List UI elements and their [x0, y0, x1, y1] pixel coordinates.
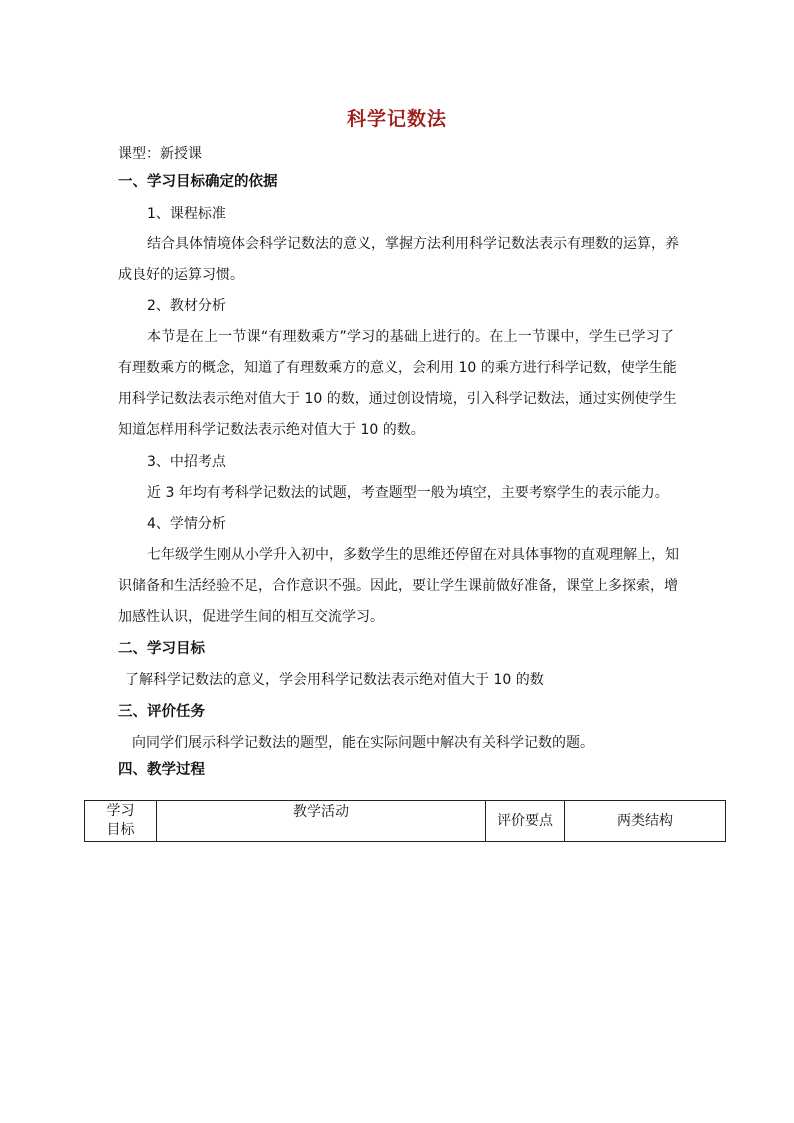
section-heading-process: 四、教学过程: [118, 762, 205, 778]
section-heading-basis: 一、学习目标确定的依据: [118, 174, 278, 190]
paragraph-line: 近 3 年均有考科学记数法的试题，考查题型一般为填空，主要考察学生的表示能力。: [147, 485, 669, 501]
section-heading-assessment: 三、评价任务: [118, 704, 205, 720]
table-header-row: [85, 801, 726, 842]
paragraph-line: 有理数乘方的概念，知道了有理数乘方的意义，会利用 10 的乘方进行科学记数，使学生能: [118, 360, 677, 376]
paragraph-line: 识储备和生活经验不足，合作意识不强。因此，要让学生课前做好准备，课堂上多探索，增: [118, 578, 678, 594]
teaching-process-table: [84, 800, 726, 842]
section-heading-goals: 二、学习目标: [118, 641, 205, 657]
header-teaching-activities: 教学活动: [157, 801, 486, 842]
paragraph-line: 本节是在上一节课“有理数乘方”学习的基础上进行的。在上一节课中，学生已学习了: [147, 329, 674, 345]
paragraph-line: 知道怎样用科学记数法表示绝对值大于 10 的数。: [118, 422, 425, 438]
subheading-curriculum-standard: 1、课程标准: [147, 206, 226, 222]
subheading-exam-points: 3、中招考点: [147, 454, 226, 470]
paragraph-line: 用科学记数法表示绝对值大于 10 的数，通过创设情境，引入科学记数法，通过实例使学生: [118, 391, 677, 407]
subheading-student-analysis: 4、学情分析: [147, 516, 226, 532]
paragraph-line: 结合具体情境体会科学记数法的意义，掌握方法利用科学记数法表示有理数的运算，养: [147, 236, 679, 252]
paragraph-line: 加感性认识，促进学生间的相互交流学习。: [118, 609, 384, 625]
header-evaluation-points: 评价要点: [486, 801, 565, 842]
subheading-textbook-analysis: 2、教材分析: [147, 298, 226, 314]
paragraph-line: 了解科学记数法的意义，学会用科学记数法表示绝对值大于 10 的数: [125, 672, 544, 688]
paragraph-line: 七年级学生刚从小学升入初中，多数学生的思维还停留在对具体事物的直观理解上，知: [147, 547, 679, 563]
header-cell-line: 学习: [106, 803, 135, 819]
header-two-structures: 两类结构: [565, 801, 726, 842]
header-learning-goals: [85, 801, 157, 842]
header-cell-line: 目标: [106, 822, 135, 838]
paragraph-line: 向同学们展示科学记数法的题型，能在实际问题中解决有关科学记数的题。: [132, 735, 594, 751]
document-title: 科学记数法: [346, 108, 447, 130]
lesson-type: 课型：新授课: [118, 146, 202, 162]
paragraph-line: 成良好的运算习惯。: [118, 267, 244, 283]
